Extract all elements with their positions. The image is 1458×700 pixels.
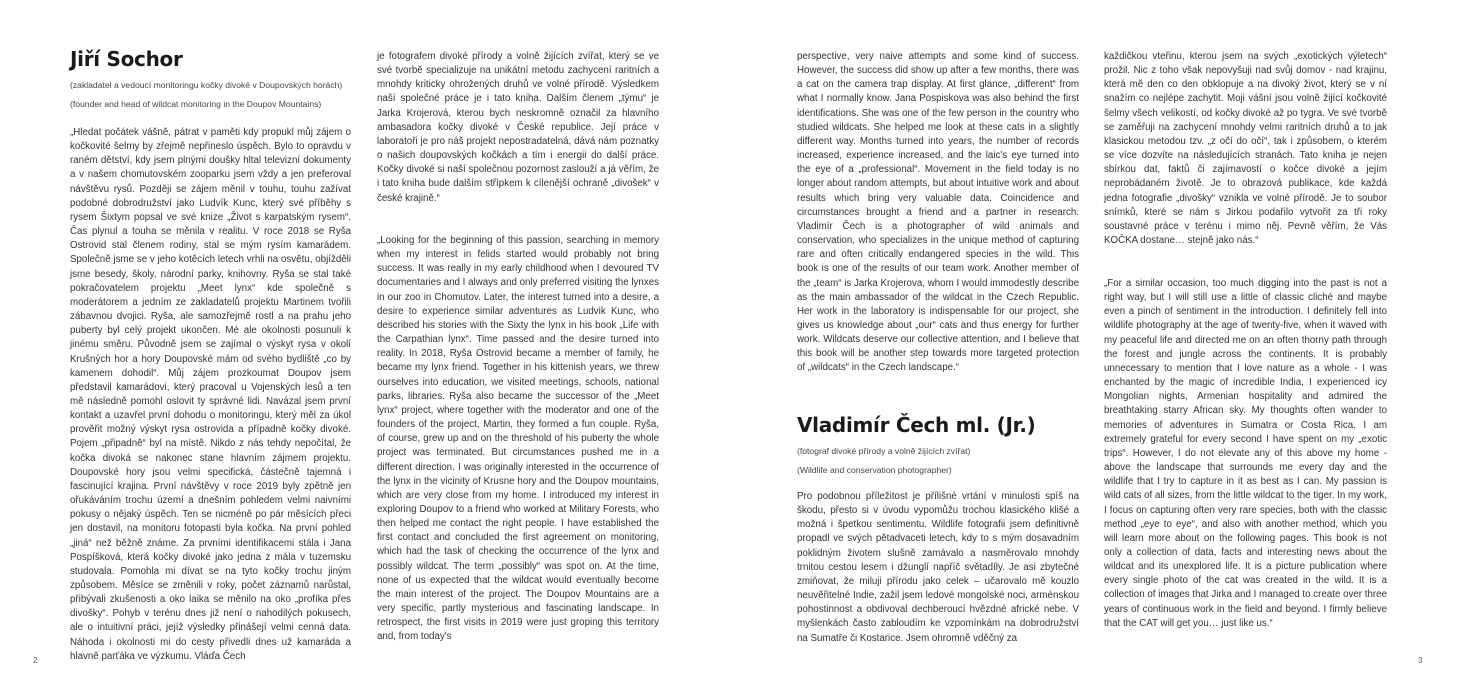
body-text-english: „For a similar occasion, too much digging into the past is not a right way, but I will still use a little of classic cliché and maybe even a pinch of sentiment in the introduction. I definitely fell into wildlife photography at the age of twenty-five, when it waved with my peaceful life and directed me on an often thorny path through the forest and jungle across the continents. It is probably unnecessary to mention that I love nature as a whole - I was enchanted by the magic of incredible India, I experienced icy Mongolian nights, Armenian hospitality and admired the breathtaking starry African sky. My thoughts often wander to memories of adventures in Sumatra or Costa Rica. I am extremely grateful for every second I have spent on my „exotic trips“. However, I do not elevate any of this above my home - above the landscape that surrounds me every day and the wildlife that I try to capture in it as best as I can. My passion is wild cats of all sizes, from the little wildcat to the tiger. In my work, I focus on capturing often very rare species, both with the classic method „eye to eye“, and also with another method, which you will learn more about on the following pages. This book is not only a collection of data, facts and interesting news about the wildcat and its unexplored life. It is a picture publication where every single photo of the cat was created in the wild. It is a collection of images that Jirka and I managed to create over three years of continuous work in the field and beyond. I firmly believe that the CAT will get you… just like us.“ — [1104, 278, 1387, 629]
body-text-czech: Pro podobnou příležitost je přílišné vrtání v minulosti spíš na škodu, přesto si v úvodu vypomůžu trochou klasického klišé a možná i špetkou sentimentu. Wildlife fotografii jsem definitivně propadl ve svých pětadvaceti letech, kdy to s mým dosavadním poklidným životem slušně zamávalo a nasměrovalo mnohdy trnitou cestou lesem i džunglí napříč světadíly. Je asi zbytečné zmiňovat, že miluji přírodu jako celek – učarovalo mě kouzlo neuvěřitelné Indie, zažil jsem ledové mongolské noci, arménskou pohostinnost a obdivoval dechberoucí hvězdné africké nebe. V myšlenkách často zabloudím ke vzpomínkám na dobrodružství na Sumatře či Kostarice. Jsem ohromně vděčný za — [797, 491, 1079, 644]
heading-vladimir-cech: Vladimír Čech ml. (Jr.) — [797, 413, 1036, 437]
body-text-english-continued: perspective, very naive attempts and some kind of success. However, the success did show up after a few months, there was a cat on the camera trap display. At first glance, „different“ from what I normally know. Jana Pospiskova was also behind the first identifications. She was one of the few person in the country who studied wildcats. She helped me look at these cats in a slightly different way. Months turned into years, the number of records increased, experience increased, and the laic's eye turned into the eye of a „professional“. Movement in the field today is no longer about random attempts, but about intuitive work and about results which bring very valuable data. Coincidence and circumstances brought a friend and a partner in research. Vladimír Čech is a photographer of wild animals and conservation, who specializes in the unique method of capturing rare and often critically endangered species in the wild. This book is one of the results of our team work. Another member of the „team“ is Jarka Krojerova, whom I would immodestly describe as the main ambassador of the wildcat in the Czech Republic. Her work in the laboratory is indispensable for our project, she gives us knowledge about „our“ cats and thus energy for further work. Wildcats deserve our collective attention, and I believe that this book will be another step towards more targeted protection of „wildcats“ in the Czech landscape.“ — [797, 51, 1079, 374]
role-english: (founder and head of wildcat monitoring in the Doupov Mountains) — [70, 99, 322, 109]
body-text-czech: „Hledat počátek vášně, pátrat v paměti kdy propukl můj zájem o kočkovité šelmy by zřejmě nepřineslo úspěch. Bylo to opravdu v raném dětství, kdy jsem plnými doušky hltal televizní dokumenty a v našem chomutovském zooparku jsem vždy a jen preferoval návštěvu rysů. Později se zájem měnil v touhu, touhu zažívat podobné dobrodružství jako Ludvík Kunc, který své příběhy s rysem Šixtym popsal ve své knize „Život s karpatským rysem“. Čas plynul a touha se měnila v realitu. V roce 2018 se Ryša Ostrovid stal členem rodiny, stal se mým rysím kamarádem. Společně jsme se v jeho kotěcích letech vrhli na osvětu, objížděli jsme besedy, školy, národní parky, knihovny. Ryša se stal také pokračovatelem projektu „Meet lynx“ kde společně s moderátorem a jedním ze zakladatelů projektu Martinem tvořili zábavnou dvojici. Ryša, ale samozřejmě rostl a na prahu jeho puberty byl celý projekt ukončen. Mé ale okolnosti posunuli k jinému směru. Původně jsem se zajímal o výskyt rysa v okolí Krušných hor a hory Doupovské mám od svého bydliště „co by kamenem dohodil“. Můj zájem prozkoumat Doupov jsem představil kamarádovi, který pracoval u Vojenských lesů a ten mě následně pomohl oslovit ty správné lidi. Navázal jsem první kontakt a uzavřel první dohodu o monitoringu, který měl za úkol prověřit možný výskyt rysa ostrovida a případně kočky divoké. Pojem „připadně“ byl na místě. Nikdo z nás tehdy nepočítal, že kočka divoká se nakonec stane hlavním zájmem projektu. Doupovské hory jsou velmi specifická, částečně tajemná i fascinující krajina. První návštěvy v roce 2019 byly zpětně jen ořukáváním trochu území a dnešním pohledem velmi naivními pokusy o nějaký úspěch. Ten se nicméně po pár měsících přeci jen dostavil, na monitoru fotopasti byla kočka. Na první pohled „jiná“ než běžně známe. Za prvními identifikacemi stála i Jana Pospíšková, která kočky divoké jako jedna z mála v tuzemsku studovala. Pomohla mi dívat se na tyto kočky trochu jiným způsobem. Měsíce se změnili v roky, počet záznamů narůstal, přibývali zkušenosti a oko laika se měnilo na oko „profíka přes divošky“. Pohyb v terénu dnes již není o nahodilých pokusech, ale o intuitivní práci, jejíž výsledky přinášejí velmi cenná data. Náhoda i okolnosti mi do cesty přivedli dnes už kamaráda a hlavně parťáka ve výzkumu. Vláďa Čech — [70, 127, 351, 662]
body-text-czech-continued: je fotografem divoké přírody a volně žijících zvířat, který se ve své tvorbě specializuje na unikátní metodu zachycení raritních a mnohdy kriticky ohrožených druhů ve volné přírodě. Výsledkem naší společné práce je i tato kniha. Dalším členem „týmu“ je Jarka Krojerová, kterou bych neskromně označil za hlavního ambasadora kočky divoké v České republice. Její práce v laboratoři je pro náš projekt nepostradatelná, dává nám poznatky o našich doupovských kočkách a tím i energii do další práce. Kočky divoké si naší společnou pozornost zaslouží a já věřím, že i tato kniha bude dalším střípkem k cílenější ochraně „divošek“ v české krajině.“ — [377, 51, 659, 204]
body-text-czech-continued: každičkou vteřinu, kterou jsem na svých „exotických výletech“ prožil. Nic z toho však nepovyšuji nad svůj domov - nad krajinu, která mě den co den obklopuje a na divoký život, který se v ní snažím co nejlépe zachytit. Moji vášní jsou volně žijící kočkovité šelmy všech velikostí, od kočky divoké až po tygra. Ve své tvorbě se zaměřuji na zachycení mnohdy velmi raritních druhů a to jak klasickou metodou tzv. „z očí do očí“, tak i způsobem, o kterém se více dozvíte na následujících stranách. Tato kniha je nejen sbírkou dat, faktů či zajímavostí o kočce divoké a jejím neprobádaném životě. Je to obrazová publikace, kde každá jedna fotografie „divošky“ vznikla ve volné přírodě. Je to soubor snímků, které se nám s Jirkou podařilo vytvořit za tři roky soustavné práce v terénu i mimo něj. Pevně věřím, že Vás KOČKA dostane… stejně jako nás.“ — [1104, 51, 1387, 247]
role-english: (Wildlife and conservation photographer) — [797, 465, 952, 475]
page-number: 2 — [33, 656, 38, 665]
heading-jiri-sochor: Jiří Sochor — [70, 47, 183, 71]
role-czech: (fotograf divoké přírody a volně žijících zvířat) — [797, 446, 971, 456]
role-czech: (zakladatel a vedoucí monitoringu kočky divoké v Doupovských horách) — [70, 80, 343, 90]
page-number: 3 — [1418, 656, 1423, 665]
body-text-english: „Looking for the beginning of this passion, searching in memory when my interest in felids started would probably not bring success. It was really in my early childhood when I devoured TV documentaries and I always and only preferred visiting the lynxes in our zoo in Chomutov. Later, the interest turned into a desire, a desire to experience similar adventures as Ludvik Kunc, who described his stories with the Sixty the lynx in his book „Life with the Carpathian lynx“. Time passed and the desire turned into reality. In 2018, Ryša Ostrovid became a member of family, he became my lynx friend. Together in his kittenish years, we threw ourselves into education, we visited meetings, schools, national parks, libraries. Ryša also became the successor of the „Meet lynx“ project, where together with the moderator and one of the founders of the project, Martin, they formed a fun couple. Ryša, of course, grew up and on the threshold of his puberty the whole project was terminated. But circumstances pushed me in a different direction. I was originally interested in the occurrence of the lynx in the vicinity of Krusne hory and the Doupov mountains, which are very close from my home. I introduced my interest in exploring Doupov to a friend who worked at Military Forests, who then helped me contact the right people. I have established the first contact and concluded the first agreement on monitoring, which had the task of checking the occurrence of the lynx and possibly wildcat. The term „possibly“ was spot on. At the time, none of us expected that the wildcat would eventually become the main interest of the project. The Doupov Mountains are a very specific, partly mysterious and fascinating landscape. In retrospect, the first visits in 2019 were just groping this territory and, from today's — [377, 235, 659, 643]
right-page — [729, 0, 1458, 700]
